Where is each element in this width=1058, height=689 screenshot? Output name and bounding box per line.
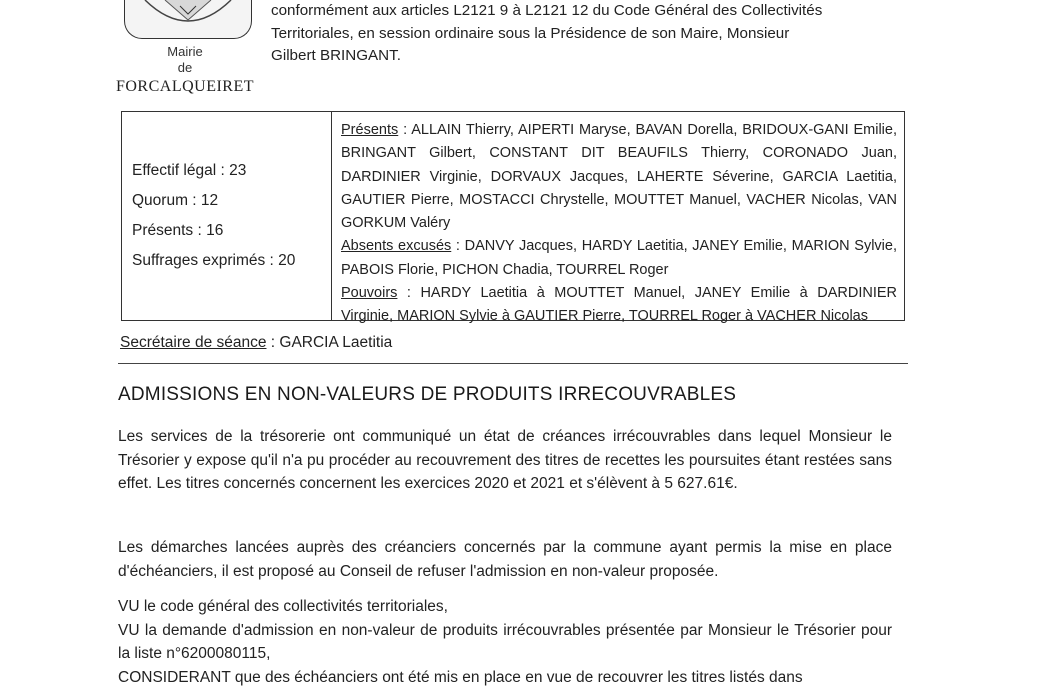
section-title: ADMISSIONS EN NON-VALEURS DE PRODUITS IRRECOUVRABLES (118, 384, 736, 406)
paragraph-demarches (118, 536, 892, 583)
suffrages-exprimes: Suffrages exprimés : 20 (132, 246, 295, 276)
presents-names: : ALLAIN Thierry, AIPERTI Maryse, BAVAN Dorella, BRIDOUX-GANI Emilie, BRINGANT Gilbert, CONSTANT DIT BEAUFILS Thierry, CORONADO Juan, DARDINIER Virginie, DORVAUX Jacques, LAHERTE Séverine, GARCIA Laetitia, GAUTIER Pierre, MOSTACCI Chrystelle, MOUTTET Manuel, VACHER Nicolas, VAN GORKUM Valéry (341, 122, 897, 231)
box-divider (331, 112, 332, 320)
considerant: CONSIDERANT que des échéanciers ont été mis en place en vue de recouvrer les titres listés dans (118, 666, 892, 689)
vu-cgct: VU le code général des collectivités territoriales, (118, 595, 892, 619)
paragraph-tresorerie (118, 425, 892, 496)
vu-demande: VU la demande d'admission en non-valeur de produits irrécouvrables présentée par Monsieur le Trésorier pour la liste n°6200080115, (118, 619, 892, 666)
pouvoirs-names: : HARDY Laetitia à MOUTTET Manuel, JANEY Emilie à DARDINIER Virginie, MARION Sylvie à GAUTIER Pierre, TOURREL Roger à VACHER Nicolas (341, 285, 897, 324)
paragraph-text: Les démarches lancées auprès des créanciers concernés par la commune ayant permis la mise en place d'échéanciers, il est proposé au Conseil de refuser l'admission en non-valeur proposée. (118, 536, 892, 583)
pouvoirs-label: Pouvoirs (341, 285, 397, 301)
municipal-crest-logo (124, 0, 252, 39)
presents-paragraph (341, 119, 897, 235)
absents-label: Absents excusés (341, 238, 451, 254)
intro-line: conformément aux articles L2121 9 à L2121 12 du Code Général des Collectivités (271, 0, 911, 23)
secretaire-label: Secrétaire de séance (120, 334, 266, 351)
attendance-box (121, 111, 905, 321)
intro-text (271, 0, 911, 68)
secretaire-line (120, 334, 392, 352)
paragraph-text: Les services de la trésorerie ont communiqué un état de créances irrécouvrables dans lequel Monsieur le Trésorier y expose qu'il n'a pu procéder au recouvrement des titres de recettes les poursuites étant restées sans effet. Les titres concernés concernent les exercices 2020 et 2021 et s'élèvent à 5 627.61€. (118, 425, 892, 496)
intro-line: Gilbert BRINGANT. (271, 45, 911, 68)
presents-label: Présents (341, 122, 398, 138)
presents-count: Présents : 16 (132, 216, 295, 246)
mairie-label: Mairie (120, 44, 250, 60)
quorum: Quorum : 12 (132, 186, 295, 216)
de-label: de (120, 60, 250, 76)
effectif-legal: Effectif légal : 23 (132, 156, 295, 186)
mairie-caption (120, 44, 250, 76)
secretaire-value: : GARCIA Laetitia (266, 334, 392, 351)
intro-line: Territoriales, en session ordinaire sous la Présidence de son Maire, Monsieur (271, 23, 911, 46)
pouvoirs-paragraph (341, 282, 897, 329)
quorum-stats (132, 156, 295, 276)
absents-names: : DANVY Jacques, HARDY Laetitia, JANEY Emilie, MARION Sylvie, PABOIS Florie, PICHON Chadia, TOURREL Roger (341, 238, 897, 277)
absents-paragraph (341, 235, 897, 282)
commune-name: FORCALQUEIRET (112, 78, 258, 96)
attendance-list (341, 119, 897, 329)
section-separator (118, 363, 908, 364)
